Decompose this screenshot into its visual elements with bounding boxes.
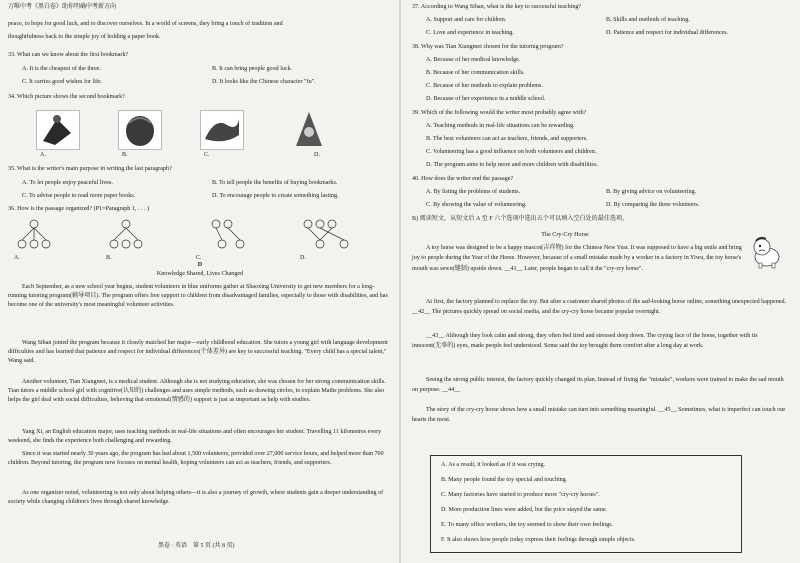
- cry-cry-horse-image: [750, 235, 784, 269]
- passage-b-paragraph: At first, the factory planned to replace the toy. But after a customer shared photos of the sad-looking horse online, something unexpected happened. __42__ The pictures quickly spread on social media, and the cry-cry horse became popular overnight.: [412, 299, 787, 316]
- q33-option-a: A. It is the cheapest of the three.: [22, 66, 102, 72]
- q37-option-d: D. Patience and respect for individual differences.: [606, 30, 729, 36]
- q38-option-c: C. Because of her methods to explain problems.: [426, 83, 543, 89]
- q40-option-d: D. By comparing the three volunteers.: [606, 202, 700, 208]
- q40-option-b: B. By giving advice on volunteering.: [606, 189, 697, 195]
- section-b-instruction: B) 阅读短文，从短文后 A 至 F 六个选项中选出五个可以填入空白处的最佳选项。: [412, 216, 629, 222]
- text-line: thoughtfulness back to the simple joy of holding a paper book.: [8, 34, 161, 40]
- diagram-label-c: C.: [196, 255, 202, 261]
- q38-option-b: B. Because of her communication skills.: [426, 70, 525, 76]
- box-option-c: C. Many factories have started to produce more "cry-cry horses".: [441, 492, 600, 498]
- text-line: peace, to hope for good luck, and to discover ourselves. In a world of screens, they bring a touch of tradition and: [8, 21, 283, 27]
- q40-option-c: C. By showing the value of volunteering.: [426, 202, 527, 208]
- passage-paragraph: Another volunteer, Tian Xiangmei, is a medical student. Although she is not studying education, she was chosen for her strong communication skills. Tian tutors a middle school girl with cognitive(认知的) challenges and uses simple methods, such as drawing circles, to explain Maths problems. She also helps the girl deal with social difficulties, believing that emotional(情感的) support is just as important as help with studies.: [8, 379, 386, 404]
- q38-option-d: D. Because of her experience in a middle school.: [426, 96, 546, 102]
- question-34-stem: 34. Which picture shows the second bookmark?: [8, 94, 125, 100]
- bookmark-picture-b: [118, 110, 162, 150]
- passage-b-paragraph: __43__ Although they look calm and strong, they often feel tired and stressed deep down. The crying face of the horse, together with its innocent(无辜的) eyes, made people feel understood. Some said the toy brought them comfort after a long day at work.: [412, 333, 758, 350]
- q35-option-d: D. To encourage people to create something lasting.: [212, 193, 339, 199]
- q37-option-b: B. Skills and methods of teaching.: [606, 17, 690, 23]
- passage-b-paragraph: Seeing the strong public interest, the factory quickly changed its plan. Instead of fixing the "mistake", workers were trained to make the sad mouth on purpose. __44__: [412, 377, 784, 394]
- question-39-stem: 39. Which of the following would the writer most probably agree with?: [412, 110, 587, 116]
- box-option-e: E. To many office workers, the toy seemed to show their own feelings.: [441, 522, 614, 528]
- passage-b-paragraph: The story of the cry-cry horse shows how a small mistake can turn into something meaningful. __45__ Sometimes, what is imperfect can touch our hearts the most.: [412, 407, 786, 424]
- section-letter: D: [197, 262, 203, 268]
- picture-label-d: D.: [314, 152, 320, 158]
- picture-label-b: B.: [122, 152, 128, 158]
- passage-paragraph: As one organizer noted, volunteering is not only about helping others—it is also a journey of growth, where students gain a deeper understanding of society while changing children's lives through shared knowledge.: [8, 490, 384, 506]
- passage-paragraph: Since it was started nearly 30 years ago, the program has had about 1,500 volunteers, provided over 27,000 service hours, and helped more than 700 children. Beyond tutoring, the program now focuses on mental health, hoping volunteers can act as teachers, friends, and supporters.: [8, 451, 384, 467]
- structure-diagrams: [16, 216, 386, 256]
- q35-option-c: C. To advise people to read more paper books.: [22, 193, 136, 199]
- passage-paragraph: Each September, as a new school year begins, student volunteers in blue uniforms gather at Shaoxing University to get new members for a long-running tutoring program(辅导项目). The program offers free support to children from disadvantaged families, especially to those with disabilities, and has become one of the university's most meaningful volunteer activities.: [8, 284, 388, 309]
- passage-b-title: The Cry-Cry Horse: [541, 232, 589, 238]
- bookmark-picture-d: [288, 110, 330, 148]
- q37-option-c: C. Love and experience in teaching.: [426, 30, 514, 36]
- diagram-label-a: A.: [14, 255, 20, 261]
- q33-option-c: C. It carries good wishes for life.: [22, 79, 103, 85]
- page-footer: 黑卷 · 英语 第 5 页 (共 8 页): [158, 543, 235, 549]
- q39-option-a: A. Teaching methods in real-life situations can be rewarding.: [426, 123, 575, 129]
- question-37-stem: 37. According to Wang Sihan, what is the key to successful teaching?: [412, 4, 582, 10]
- q35-option-a: A. To let people enjoy peaceful lives.: [22, 180, 113, 186]
- box-option-b: B. Many people found the toy special and touching.: [441, 477, 568, 483]
- q40-option-a: A. By listing the problems of students.: [426, 189, 521, 195]
- q38-option-a: A. Because of her medical knowledge.: [426, 57, 521, 63]
- q39-option-c: C. Volunteering has a good influence on both volunteers and children.: [426, 149, 597, 155]
- diagram-label-d: D.: [300, 255, 306, 261]
- q37-option-a: A. Support and care for children.: [426, 17, 507, 23]
- question-36-stem: 36. How is the passage organized? (P1=Paragraph 1, . . . ): [8, 206, 150, 212]
- question-33-stem: 33. What can we know about the first bookmark?: [8, 52, 129, 58]
- q33-option-d: D. It looks like the Chinese character "fu".: [212, 79, 316, 85]
- question-40-stem: 40. How does the writer end the passage?: [412, 176, 514, 182]
- diagram-label-b: B.: [106, 255, 112, 261]
- box-option-a: A. As a result, it looked as if it was crying.: [441, 462, 546, 468]
- q39-option-b: B. The best volunteers can act as teachers, friends, and supporters.: [426, 136, 588, 142]
- q35-option-b: B. To tell people the benefits of buying bookmarks.: [212, 180, 338, 186]
- page-header: 万唯中考《黑白卷》助你明确中考新方向: [8, 4, 117, 10]
- box-option-f: F. It also shows how people today express their feelings through simple objects.: [441, 537, 636, 543]
- picture-label-c: C.: [204, 152, 210, 158]
- bookmark-picture-a: [36, 110, 80, 150]
- question-35-stem: 35. What is the writer's main purpose in writing the last paragraph?: [8, 166, 172, 172]
- question-38-stem: 38. Why was Tian Xiangmei chosen for the tutoring program?: [412, 44, 564, 50]
- passage-title: Knowledge Shared, Lives Changed: [156, 271, 244, 277]
- bookmark-picture-c: [200, 110, 244, 150]
- q39-option-d: D. The program aims to help more and more children with disabilities.: [426, 162, 598, 168]
- passage-b-paragraph: A toy horse was designed to be a happy mascot(吉祥物) for the Chinese New Year. It was supposed to have a big smile and bring joy to people during the Year of the Horse. However, because of a small mistake made by a worker in a factory in Yiwu, the toy horse's mouth was sewn(缝制) upside down. __41__ Later, people began to call it the "cry-cry horse".: [412, 245, 742, 272]
- box-option-d: D. More production lines were added, but the price stayed the same.: [441, 507, 608, 513]
- passage-paragraph: Yang Xi, an English education major, uses teaching methods in real-life situations and often encourages her student. Travelling 11 kilometres every weekend, she finds the experience both challenging and rewarding.: [8, 429, 382, 445]
- q33-option-b: B. It can bring people good luck.: [212, 66, 293, 72]
- options-box: [430, 455, 742, 553]
- passage-paragraph: Wang Sihan joined the program because it closely matched her major—early childhood education. She tutors a young girl with language development difficulties and has learned that patience and respect for individual differences(个体差异) are key to successful teaching. "Every child has a special talent," Wang said.: [8, 340, 388, 365]
- picture-label-a: A.: [40, 152, 46, 158]
